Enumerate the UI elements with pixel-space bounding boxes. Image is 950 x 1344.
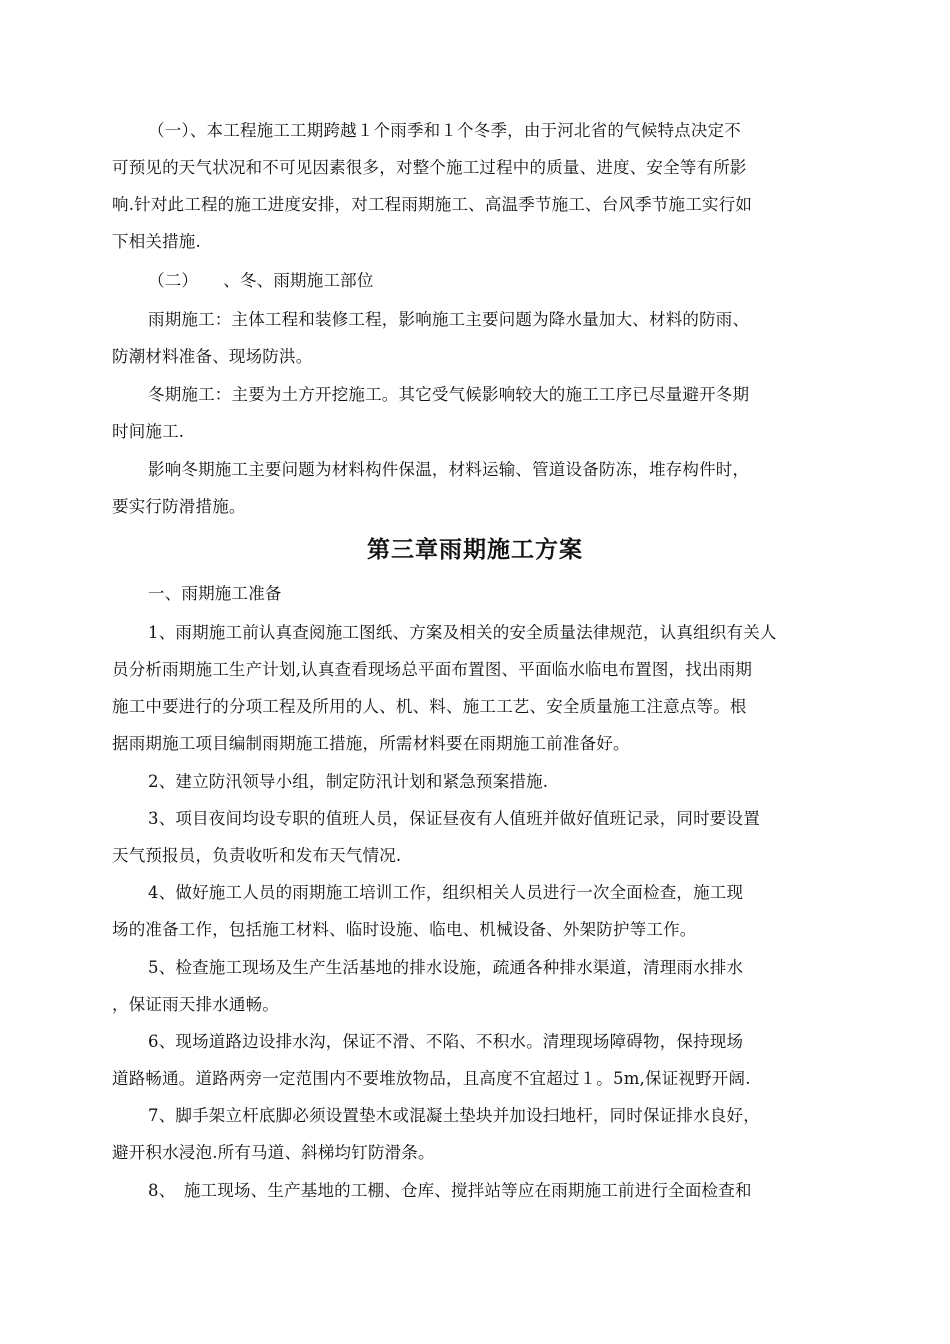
section-title <box>112 575 848 612</box>
text-line: 2、建立防汛领导小组，制定防汛计划和紧急预案措施. <box>148 772 549 791</box>
paragraph-intro-1 <box>112 112 848 260</box>
list-item-4 <box>112 874 848 948</box>
list-item-1 <box>112 614 848 762</box>
text-line: 道路畅通。道路两旁一定范围内不要堆放物品，且高度不宜超过１。5m,保证视野开阔. <box>112 1069 751 1088</box>
text-line: 要实行防滑措施。 <box>112 497 246 516</box>
text-line: 雨期施工：主体工程和装修工程，影响施工主要问题为降水量加大、材料的防雨、 <box>148 310 750 329</box>
paragraph-intro-3 <box>112 301 848 375</box>
paragraph-intro-5 <box>112 451 848 525</box>
text-line: 8、 施工现场、生产基地的工棚、仓库、搅拌站等应在雨期施工前进行全面检查和 <box>148 1181 752 1200</box>
text-line: 1、雨期施工前认真查阅施工图纸、方案及相关的安全质量法律规范，认真组织有关人 <box>148 623 777 642</box>
list-item-8 <box>112 1172 848 1209</box>
paragraph-intro-2 <box>112 262 848 299</box>
text-line: 据雨期施工项目编制雨期施工措施，所需材料要在雨期施工前准备好。 <box>112 734 630 753</box>
text-line: 天气预报员，负责收听和发布天气情况. <box>112 846 402 865</box>
text-line: 施工中要进行的分项工程及所用的人、机、料、施工工艺、安全质量施工注意点等。根 <box>112 697 747 716</box>
text-line: 影响冬期施工主要问题为材料构件保温，材料运输、管道设备防冻，堆存构件时， <box>148 460 750 479</box>
text-line: 6、现场道路边设排水沟，保证不滑、不陷、不积水。清理现场障碍物，保持现场 <box>148 1032 744 1051</box>
text-line: 响.针对此工程的施工进度安排，对工程雨期施工、高温季节施工、台风季节施工实行如 <box>112 195 753 214</box>
list-item-6 <box>112 1023 848 1097</box>
text-line: 可预见的天气状况和不可见因素很多，对整个施工过程中的质量、进度、安全等有所影 <box>112 158 747 177</box>
text-line: 防潮材料准备、现场防洪。 <box>112 347 313 366</box>
text-line: ，保证雨天排水通畅。 <box>112 995 279 1014</box>
list-item-5 <box>112 949 848 1023</box>
paragraph-intro-4 <box>112 376 848 450</box>
chapter-title: 第三章雨期施工方案 <box>367 536 583 563</box>
text-line: 避开积水浸泡.所有马道、斜梯均钉防滑条。 <box>112 1143 435 1162</box>
text-line: 7、脚手架立杆底脚必须设置垫木或混凝土垫块并加设扫地杆，同时保证排水良好， <box>148 1106 760 1125</box>
text-line: 场的准备工作，包括施工材料、临时设施、临电、机械设备、外架防护等工作。 <box>112 920 697 939</box>
text-line: 下相关措施. <box>112 232 201 251</box>
text-line: （二） 、冬、雨期施工部位 <box>148 271 374 290</box>
text-line: 3、项目夜间均设专职的值班人员，保证昼夜有人值班并做好值班记录，同时要设置 <box>148 809 760 828</box>
text-line: 5、检查施工现场及生产生活基地的排水设施，疏通各种排水渠道，清理雨水排水 <box>148 958 744 977</box>
list-item-3 <box>112 800 848 874</box>
text-line: 一、雨期施工准备 <box>148 584 282 603</box>
text-line: 时间施工. <box>112 422 185 441</box>
text-line: （一）、本工程施工工期跨越１个雨季和１个冬季，由于河北省的气候特点决定不 <box>148 121 741 140</box>
text-line: 冬期施工：主要为土方开挖施工。其它受气候影响较大的施工工序已尽量避开冬期 <box>148 385 750 404</box>
list-item-7 <box>112 1097 848 1171</box>
text-line: 4、做好施工人员的雨期施工培训工作，组织相关人员进行一次全面检查，施工现 <box>148 883 744 902</box>
list-item-2 <box>112 763 848 800</box>
text-line: 员分析雨期施工生产计划,认真查看现场总平面布置图、平面临水临电布置图，找出雨期 <box>112 660 753 679</box>
